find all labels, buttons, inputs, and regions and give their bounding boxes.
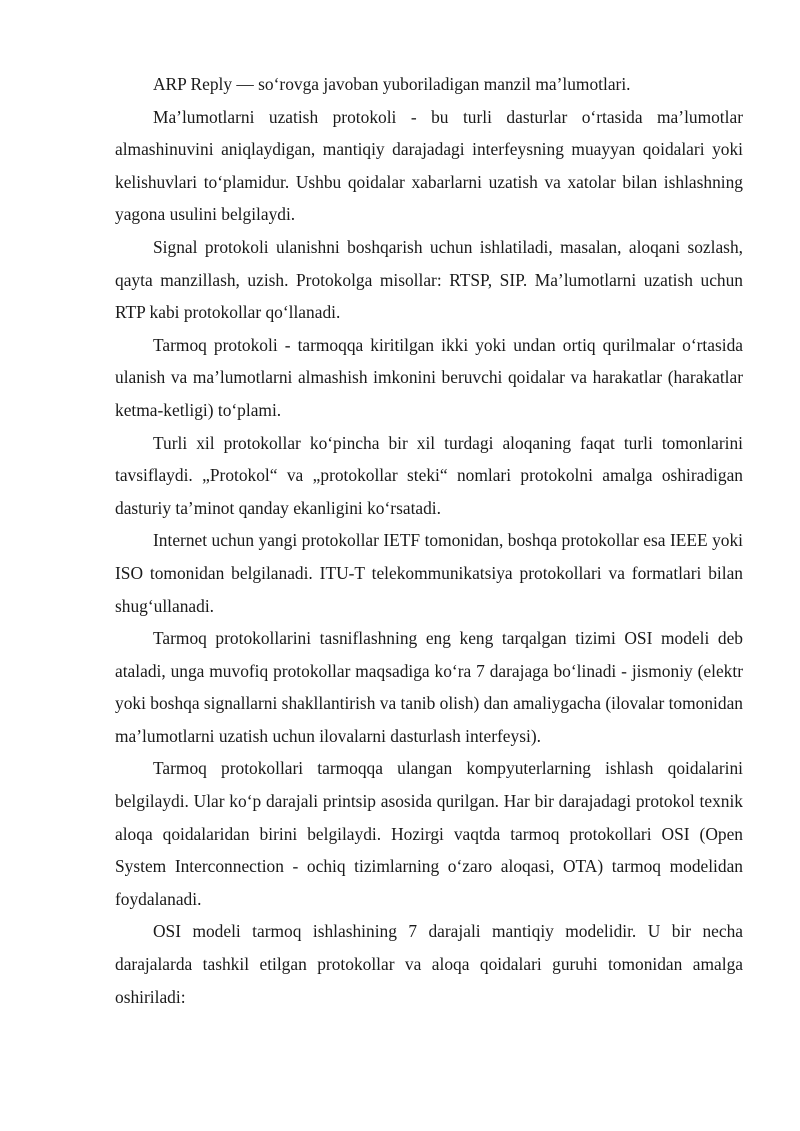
paragraph-data-transfer-protocol: Ma’lumotlarni uzatish protokoli - bu turli dasturlar o‘rtasida ma’lumotlar almashinuvini aniqlaydigan, mantiqiy darajadagi interfeysning muayyan qoidalari yoki kelishuvlari to‘plamidur. Ushbu qoidalar xabarlarni uzatish va xatolar bilan ishlashning yagona usulini belgilaydi. (115, 106, 743, 225)
paragraph-osi-model: OSI modeli tarmoq ishlashining 7 darajali mantiqiy modelidir. U bir necha darajalarda tashkil etilgan protokollar va aloqa qoidalari guruhi tomonidan amalga oshiriladi: (115, 921, 743, 1007)
paragraph-protocol-types: Turli xil protokollar ko‘pincha bir xil turdagi aloqaning faqat turli tomonlarini tavsiflaydi. „Protokol“ va „protokollar steki“ nomlari protokolni amalga oshiradigan dasturiy ta’minot qanday ekanligini ko‘rsatadi. (115, 432, 743, 518)
paragraph-network-protocol: Tarmoq protokoli - tarmoqqa kiritilgan ikki yoki undan ortiq qurilmalar o‘rtasida ulanish va ma’lumotlarni almashish imkonini beruvchi qoidalar va harakatlar (harakatlar ketma-ketligi) to‘plami. (115, 334, 743, 420)
document-page (115, 68, 743, 1013)
paragraph-arp-reply: ARP Reply — so‘rovga javoban yuboriladigan manzil ma’lumotlari. (153, 74, 631, 94)
paragraph-network-rules: Tarmoq protokollari tarmoqqa ulangan kompyuterlarning ishlash qoidalarini belgilaydi. Ular ko‘p darajali printsip asosida qurilgan. Har bir darajadagi protokol texnik aloqa qoidalaridan birini belgilaydi. Hozirgi vaqtda tarmoq protokollari OSI (Open System Interconnection - ochiq tizimlarning o‘zaro aloqasi, OTA) tarmoq modelidan foydalanadi. (115, 758, 743, 909)
paragraph-osi-classification: Tarmoq protokollarini tasniflashning eng keng tarqalgan tizimi OSI modeli deb ataladi, unga muvofiq protokollar maqsadiga ko‘ra 7 darajaga bo‘linadi - jismoniy (elektr yoki boshqa signallarni shakllantirish va tanib olish) dan amaliygacha (ilovalar tomonidan ma’lumotlarni uzatish uchun ilovalarni dasturlash interfeysi). (115, 628, 743, 746)
paragraph-signal-protocol: Signal protokoli ulanishni boshqarish uchun ishlatiladi, masalan, aloqani sozlash, qayta manzillash, uzish. Protokolga misollar: RTSP, SIP. Ma’lumotlarni uzatish uchun RTP kabi protokollar qo‘llanadi. (115, 236, 743, 323)
paragraph-standards-bodies: Internet uchun yangi protokollar IETF tomonidan, boshqa protokollar esa IEEE yoki ISO tomonidan belgilanadi. ITU-T telekommunikatsiya protokollari va formatlari bilan shug‘ullanadi. (115, 530, 743, 616)
